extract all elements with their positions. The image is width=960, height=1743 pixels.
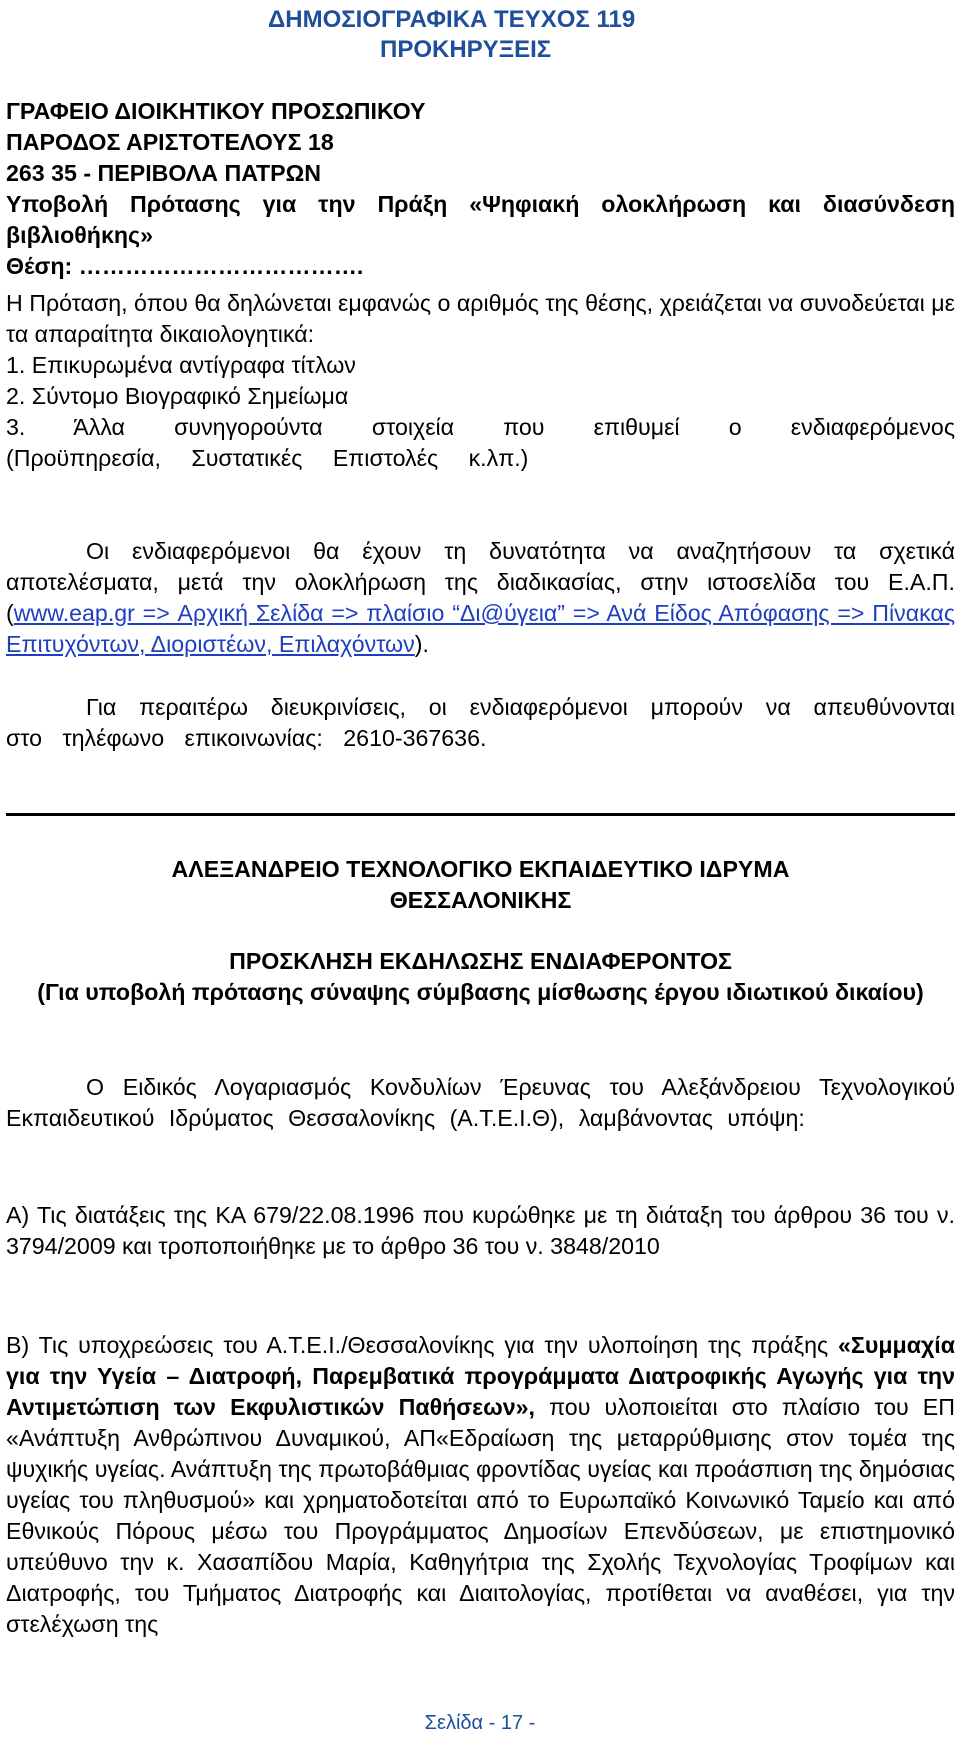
institution-name: ΑΛΕΞΑΝΔΡΕΙΟ ΤΕΧΝΟΛΟΓΙΚΟ ΕΚΠΑΙΔΕΥΤΙΚΟ ΙΔΡΥΜΑ	[171, 856, 790, 882]
clause-b	[6, 1330, 955, 1640]
clause-b-text-cont: που υλοποιείται στο πλαίσιο του ΕΠ «Ανάπτυξη Ανθρώπινου Δυναμικού, ΑΠ«Εδραίωση της μεταρρύθμισης στον τομέα της ψυχικής υγείας. Ανάπτυξη της πρωτοβάθμιας φροντίδας υγείας και προάσπιση της δημόσιας υγείας του πληθυσμού» και χρηματοδοτείται από το Ευρωπαϊκό Κοινωνικό Ταμείο και από Εθνικούς Πόρους μέσω του Προγράμματος Δημοσίων Επενδύσεων, με επιστημονικό υπεύθυνο την κ. Χασαπίδου Μαρία, Καθηγήτρια της Σχολής Τεχνολογίας Τροφίμων και Διατροφής, του Τμήματος Διατροφής και Διαιτολογίας, προτίθεται να αναθέσει, για την στελέχωση της	[6, 1394, 955, 1637]
requirement-item: 1. Επικυρωμένα αντίγραφα τίτλων	[6, 352, 356, 378]
requirements-block	[6, 288, 955, 474]
call-heading	[6, 946, 955, 1008]
project-title: «Συμμαχία για την Υγεία – Διατροφή, Παρεμβατικά προγράμματα Διατροφικής Αγωγής για την Αντιμετώπιση των Εκφυλιστικών Παθήσεων»,	[6, 1332, 955, 1420]
institution-city: ΘΕΣΣΑΛΟΝΙΚΗΣ	[389, 887, 572, 913]
address-block	[6, 96, 955, 282]
requirement-item: 2. Σύντομο Βιογραφικό Σημείωμα	[6, 383, 349, 409]
page-number: Σελίδα - 17 -	[424, 1712, 536, 1734]
intro-paragraph	[6, 1072, 955, 1134]
results-text-end: ).	[414, 631, 429, 657]
position-line: Θέση: ……………………………….	[6, 253, 364, 279]
eap-results-link[interactable]: www.eap.gr => Αρχική Σελίδα => πλαίσιο “Δι@ύγεια” => Ανά Είδος Απόφασης => Πίνακας Επιτυχόντων, Διοριστέων, Επιλαχόντων	[6, 600, 955, 657]
section-divider	[6, 813, 955, 816]
requirements-intro: Η Πρόταση, όπου θα δηλώνεται εμφανώς ο αριθμός της θέσης, χρειάζεται να συνοδεύεται με τα απαραίτητα δικαιολογητικά:	[6, 290, 955, 347]
journal-issue-title: ΔΗΜΟΣΙΟΓΡΑΦΙΚΑ ΤΕΥΧΟΣ 119	[268, 6, 636, 33]
call-subtitle: (Για υποβολή πρότασης σύναψης σύμβασης μίσθωσης έργου ιδιωτικού δικαίου)	[37, 979, 924, 1005]
clause-b-text: Β) Τις υποχρεώσεις του Α.Τ.Ε.Ι./Θεσσαλονίκης για την υλοποίηση της πράξης	[6, 1332, 839, 1358]
results-text: Οι ενδιαφερόμενοι θα έχουν τη δυνατότητα να αναζητήσουν τα σχετικά αποτελέσματα, μετά την ολοκλήρωση της διαδικασίας, στην ιστοσελίδα του Ε.Α.Π. (	[6, 538, 955, 626]
contact-paragraph	[6, 692, 955, 754]
institution-heading	[6, 854, 955, 916]
contact-text: Για περαιτέρω διευκρινίσεις, οι ενδιαφερόμενοι μπορούν να απευθύνονται στο τηλέφωνο επικοινωνίας: 2610-367636.	[6, 694, 955, 751]
subject-line: Υποβολή Πρότασης για την Πράξη «Ψηφιακή ολοκλήρωση και διασύνδεση βιβλιοθήκης»	[6, 191, 955, 248]
section-title: ΠΡΟΚΗΡΥΞΕΙΣ	[380, 36, 552, 63]
call-title: ΠΡΟΣΚΛΗΣΗ ΕΚΔΗΛΩΣΗΣ ΕΝΔΙΑΦΕΡΟΝΤΟΣ	[229, 948, 732, 974]
clause-a	[6, 1200, 955, 1262]
intro-text: Ο Ειδικός Λογαριασμός Κονδυλίων Έρευνας του Αλεξάνδρειου Τεχνολογικού Εκπαιδευτικού Ιδρύματος Θεσσαλονίκης (Α.Τ.Ε.Ι.Θ), λαμβάνοντας υπόψη:	[6, 1074, 955, 1131]
results-paragraph	[6, 536, 955, 660]
address-line: ΠΑΡΟΔΟΣ ΑΡΙΣΤΟΤΕΛΟΥΣ 18	[6, 129, 334, 155]
requirement-item: 3. Άλλα συνηγορούντα στοιχεία που επιθυμεί ο ενδιαφερόμενος (Προϋπηρεσία, Συστατικές Επιστολές κ.λπ.)	[6, 414, 955, 471]
clause-a-text: Α) Τις διατάξεις της ΚΑ 679/22.08.1996 που κυρώθηκε με τη διάταξη του άρθρου 36 του ν. 3794/2009 και τροποποιήθηκε με το άρθρο 36 του ν. 3848/2010	[6, 1202, 955, 1259]
address-line: 263 35 - ΠΕΡΙΒΟΛΑ ΠΑΤΡΩΝ	[6, 160, 321, 186]
address-line: ΓΡΑΦΕΙΟ ΔΙΟΙΚΗΤΙΚΟΥ ΠΡΟΣΩΠΙΚΟΥ	[6, 98, 426, 124]
